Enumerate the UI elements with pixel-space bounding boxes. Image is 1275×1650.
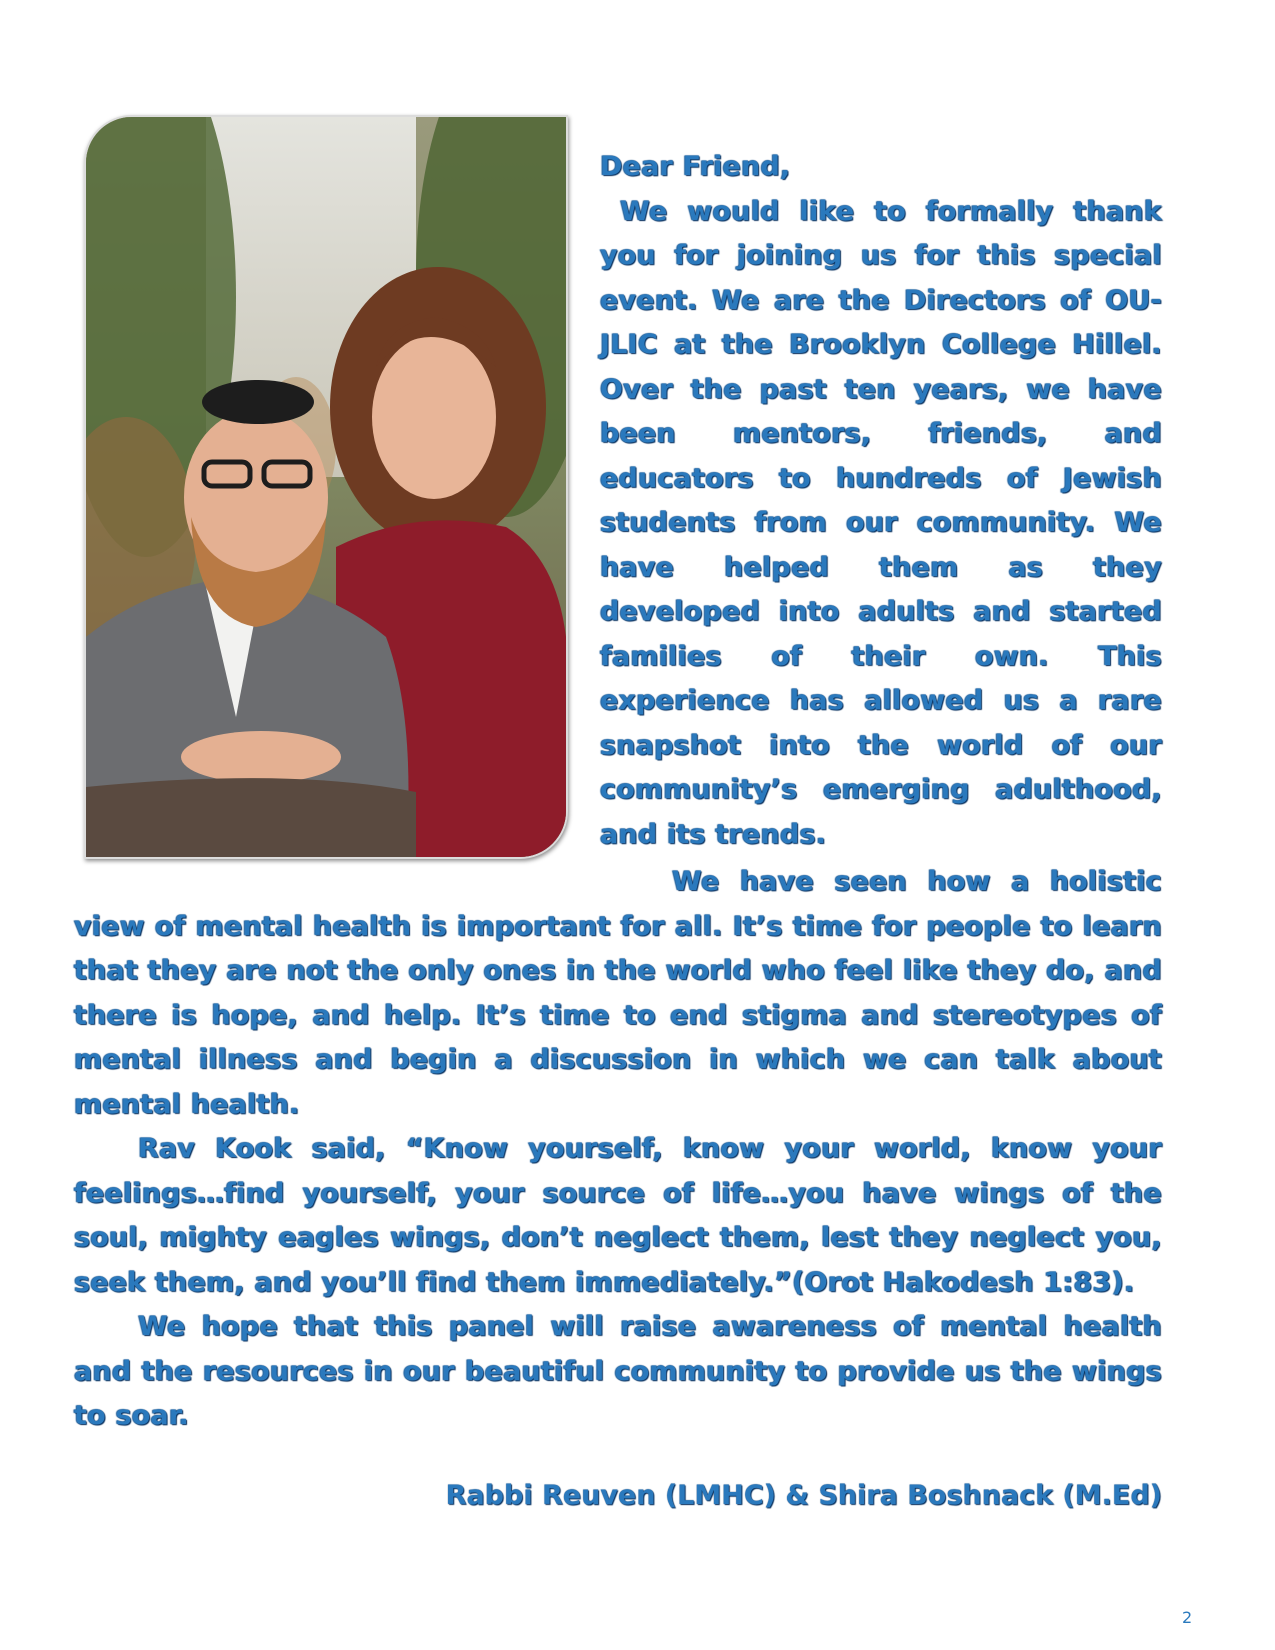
letter-paragraph-rav-kook-quote: Rav Kook said, “Know yourself, know your world, know your feelings…find yourself, your source of life…you have wings of the soul, mighty eagles wings, don’t neglect them, lest they neglect you, seek them, and you’ll find them immediately.”(Orot Hakodesh 1:83).: [74, 1133, 1162, 1298]
portrait-photo-icon: [86, 117, 566, 857]
letter-intro-column: [600, 145, 1162, 857]
letter-paragraph-mental-health: We have seen how a holistic view of mental health is important for all. It’s time for people to learn that they are not the only ones in the world who feel like they do, and there is hope, and help. It’s time to end stigma and stereotypes of mental illness and begin a discussion in which we can talk about mental health.: [74, 866, 1162, 1120]
portrait-photo: [84, 115, 568, 859]
letter-greeting: Dear Friend,: [600, 151, 791, 182]
letter-signature: Rabbi Reuven (LMHC) & Shira Boshnack (M.Ed): [445, 1480, 1162, 1511]
letter-body: [74, 860, 1162, 1439]
letter-paragraph-closing: We hope that this panel will raise awareness of mental health and the resources in our beautiful community to provide us the wings to soar.: [74, 1311, 1162, 1431]
letter-intro-paragraph: We would like to formally thank you for joining us for this special event. We are the Directors of OU-JLIC at the Brooklyn College Hillel. Over the past ten years, we have been mentors, friends, and educators to hundreds of Jewish students from our community. We have helped them as they developed into adults and started families of their own. This experience has allowed us a rare snapshot into the world of our community’s emerging adulthood, and its trends.: [600, 195, 1162, 850]
page-number: 2: [1182, 1608, 1193, 1627]
